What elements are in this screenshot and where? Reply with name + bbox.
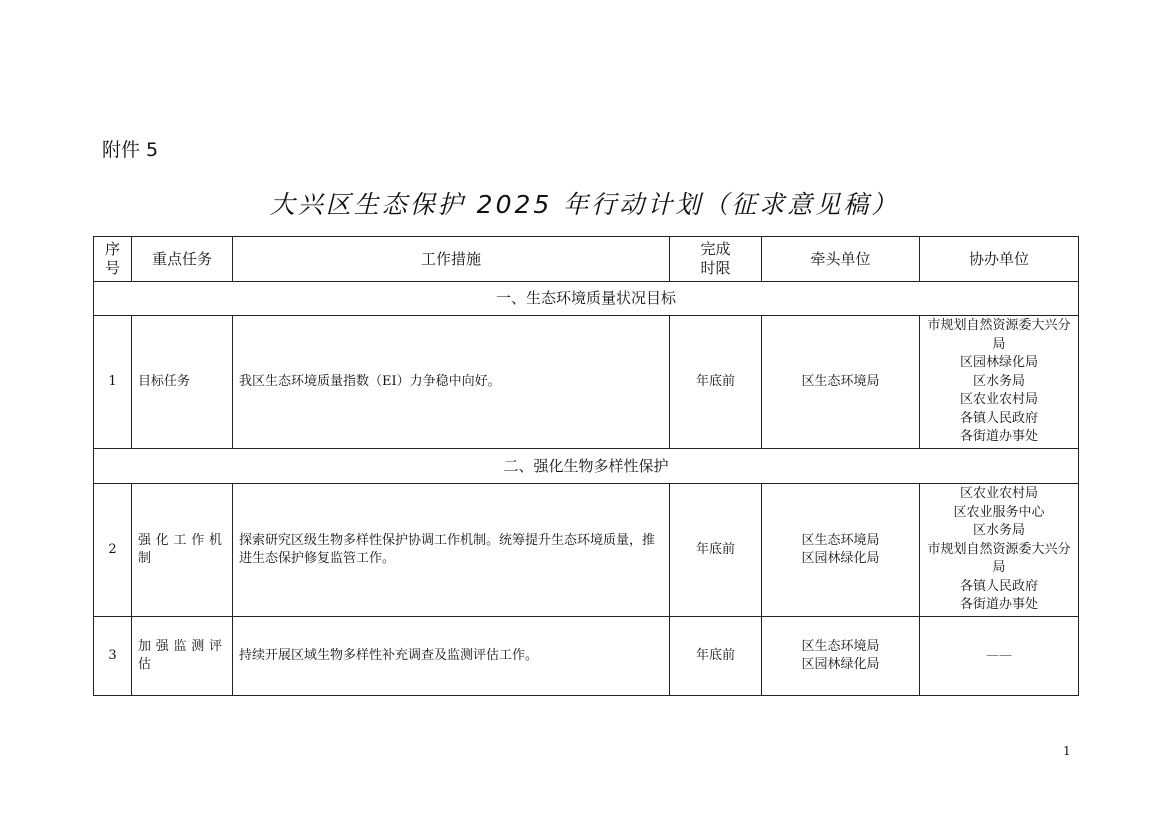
coop-unit: 区农业农村局 bbox=[959, 486, 1038, 502]
row-measures: 探索研究区级生物多样性保护协调工作机制。统筹提升生态环境质量，推进生态保护修复监管工作。 bbox=[233, 484, 670, 617]
table-row bbox=[94, 617, 1079, 696]
page-number: 1 bbox=[1063, 744, 1071, 758]
row-no: 2 bbox=[94, 484, 132, 617]
header-coop: 协办单位 bbox=[920, 237, 1079, 282]
row-lead bbox=[762, 316, 920, 449]
lead-unit: 区园林绿化局 bbox=[801, 551, 880, 566]
row-coop bbox=[920, 316, 1079, 449]
header-task: 重点任务 bbox=[132, 237, 233, 282]
section-row bbox=[94, 449, 1079, 484]
coop-unit: 市规划自然资源委大兴分局 bbox=[927, 541, 1071, 576]
row-task: 加强监测评估 bbox=[132, 617, 233, 696]
coop-unit: 区园林绿化局 bbox=[959, 355, 1038, 371]
section-row bbox=[94, 282, 1079, 316]
header-lead: 牵头单位 bbox=[762, 237, 920, 282]
coop-unit: 区农业服务中心 bbox=[953, 504, 1045, 520]
table-header-row bbox=[94, 237, 1079, 282]
section-heading: 一、生态环境质量状况目标 bbox=[94, 282, 1079, 316]
header-no: 序号 bbox=[94, 237, 132, 282]
coop-unit: 市规划自然资源委大兴分局 bbox=[927, 318, 1071, 352]
section-heading: 二、强化生物多样性保护 bbox=[94, 449, 1079, 484]
row-deadline: 年底前 bbox=[670, 617, 762, 696]
row-lead bbox=[762, 484, 920, 617]
action-plan-table bbox=[93, 236, 1079, 696]
row-deadline: 年底前 bbox=[670, 484, 762, 617]
row-deadline: 年底前 bbox=[670, 316, 762, 449]
coop-unit: 区水务局 bbox=[972, 523, 1025, 539]
lead-unit: 区园林绿化局 bbox=[801, 657, 880, 672]
attachment-label: 附件 5 bbox=[102, 139, 159, 161]
row-coop bbox=[920, 484, 1079, 617]
coop-unit: 区农业农村局 bbox=[959, 392, 1038, 408]
lead-unit: 区生态环境局 bbox=[801, 638, 880, 654]
row-no: 1 bbox=[94, 316, 132, 449]
header-deadline: 完成时限 bbox=[670, 237, 762, 282]
document-title: 大兴区生态保护 2025 年行动计划（征求意见稿） bbox=[269, 190, 900, 219]
lead-unit: 区生态环境局 bbox=[801, 532, 880, 548]
lead-unit: 区生态环境局 bbox=[801, 373, 880, 389]
coop-unit: —— bbox=[986, 647, 1012, 663]
row-task: 目标任务 bbox=[132, 316, 233, 449]
row-coop bbox=[920, 617, 1079, 696]
coop-unit: 各街道办事处 bbox=[959, 429, 1038, 445]
row-lead bbox=[762, 617, 920, 696]
coop-unit: 区水务局 bbox=[972, 373, 1025, 389]
row-no: 3 bbox=[94, 617, 132, 696]
coop-unit: 各镇人民政府 bbox=[959, 578, 1038, 594]
table-row bbox=[94, 484, 1079, 617]
row-task: 强化工作机制 bbox=[132, 484, 233, 617]
row-measures: 我区生态环境质量指数（EI）力争稳中向好。 bbox=[233, 316, 670, 449]
row-measures: 持续开展区域生物多样性补充调查及监测评估工作。 bbox=[233, 617, 670, 696]
table-row bbox=[94, 316, 1079, 449]
header-measures: 工作措施 bbox=[233, 237, 670, 282]
coop-unit: 各镇人民政府 bbox=[959, 410, 1038, 426]
coop-unit: 各街道办事处 bbox=[959, 597, 1038, 613]
